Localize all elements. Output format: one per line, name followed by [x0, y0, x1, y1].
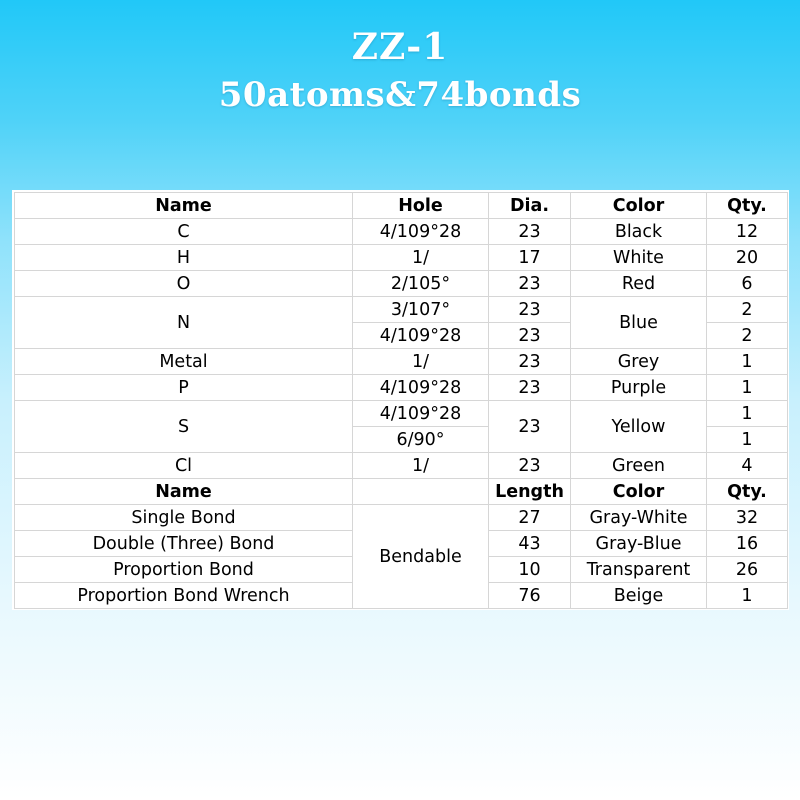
table-row	[15, 271, 788, 297]
table-row	[15, 349, 788, 375]
atom-name: C	[15, 219, 353, 245]
table-row	[15, 505, 788, 531]
atom-dia: 23	[489, 453, 571, 479]
atom-qty: 20	[707, 245, 788, 271]
atom-hole: 1/	[353, 349, 489, 375]
bond-header-blank	[353, 479, 489, 505]
atom-color: Red	[571, 271, 707, 297]
table-row	[15, 297, 788, 323]
atom-hole: 4/109°28	[353, 219, 489, 245]
spec-table	[14, 192, 788, 609]
atom-qty: 1	[707, 349, 788, 375]
atom-name: N	[15, 297, 353, 349]
bond-color: Gray-Blue	[571, 531, 707, 557]
atom-color: Grey	[571, 349, 707, 375]
bond-qty: 26	[707, 557, 788, 583]
table-row	[15, 219, 788, 245]
header-dia: Dia.	[489, 193, 571, 219]
table-row	[15, 245, 788, 271]
atom-qty: 12	[707, 219, 788, 245]
bond-name: Proportion Bond Wrench	[15, 583, 353, 609]
table-row	[15, 401, 788, 427]
atom-dia: 23	[489, 323, 571, 349]
bond-qty: 16	[707, 531, 788, 557]
atom-qty: 4	[707, 453, 788, 479]
bond-length: 43	[489, 531, 571, 557]
bond-header-color: Color	[571, 479, 707, 505]
atoms-header-row	[15, 193, 788, 219]
atom-dia: 23	[489, 375, 571, 401]
atom-hole: 3/107°	[353, 297, 489, 323]
atom-hole: 6/90°	[353, 427, 489, 453]
atom-color: Green	[571, 453, 707, 479]
product-subtitle: 50atoms&74bonds	[218, 75, 582, 115]
atom-qty: 1	[707, 401, 788, 427]
atom-qty: 1	[707, 427, 788, 453]
atom-color: Blue	[571, 297, 707, 349]
atom-hole: 4/109°28	[353, 401, 489, 427]
atom-color: Yellow	[571, 401, 707, 453]
header-color: Color	[571, 193, 707, 219]
bond-header-length: Length	[489, 479, 571, 505]
atom-name: Metal	[15, 349, 353, 375]
atom-dia: 23	[489, 297, 571, 323]
atom-name: Cl	[15, 453, 353, 479]
bond-color: Transparent	[571, 557, 707, 583]
product-title: ZZ-1	[351, 26, 449, 68]
bond-color: Gray-White	[571, 505, 707, 531]
header-name: Name	[15, 193, 353, 219]
bond-name: Proportion Bond	[15, 557, 353, 583]
atom-hole: 4/109°28	[353, 323, 489, 349]
spec-table-container	[12, 190, 789, 610]
table-row	[15, 453, 788, 479]
bond-qty: 1	[707, 583, 788, 609]
atom-name: P	[15, 375, 353, 401]
atom-hole: 2/105°	[353, 271, 489, 297]
atom-dia: 23	[489, 219, 571, 245]
atom-dia: 23	[489, 349, 571, 375]
atom-name: H	[15, 245, 353, 271]
atom-hole: 1/	[353, 245, 489, 271]
atom-color: Purple	[571, 375, 707, 401]
bond-length: 27	[489, 505, 571, 531]
atom-color: Black	[571, 219, 707, 245]
atom-dia: 17	[489, 245, 571, 271]
bond-header-qty: Qty.	[707, 479, 788, 505]
atom-qty: 2	[707, 297, 788, 323]
bonds-header-row	[15, 479, 788, 505]
atom-qty: 2	[707, 323, 788, 349]
bond-length: 76	[489, 583, 571, 609]
atom-qty: 6	[707, 271, 788, 297]
bond-color: Beige	[571, 583, 707, 609]
atom-name: S	[15, 401, 353, 453]
table-row	[15, 375, 788, 401]
atom-dia: 23	[489, 401, 571, 453]
header-hole: Hole	[353, 193, 489, 219]
bond-name: Single Bond	[15, 505, 353, 531]
bendable-note: Bendable	[353, 505, 489, 609]
atom-color: White	[571, 245, 707, 271]
atom-hole: 1/	[353, 453, 489, 479]
atom-name: O	[15, 271, 353, 297]
atom-dia: 23	[489, 271, 571, 297]
atom-hole: 4/109°28	[353, 375, 489, 401]
bond-qty: 32	[707, 505, 788, 531]
bond-length: 10	[489, 557, 571, 583]
header-qty: Qty.	[707, 193, 788, 219]
bond-name: Double (Three) Bond	[15, 531, 353, 557]
title-block	[0, 22, 800, 118]
atom-qty: 1	[707, 375, 788, 401]
bond-header-name: Name	[15, 479, 353, 505]
